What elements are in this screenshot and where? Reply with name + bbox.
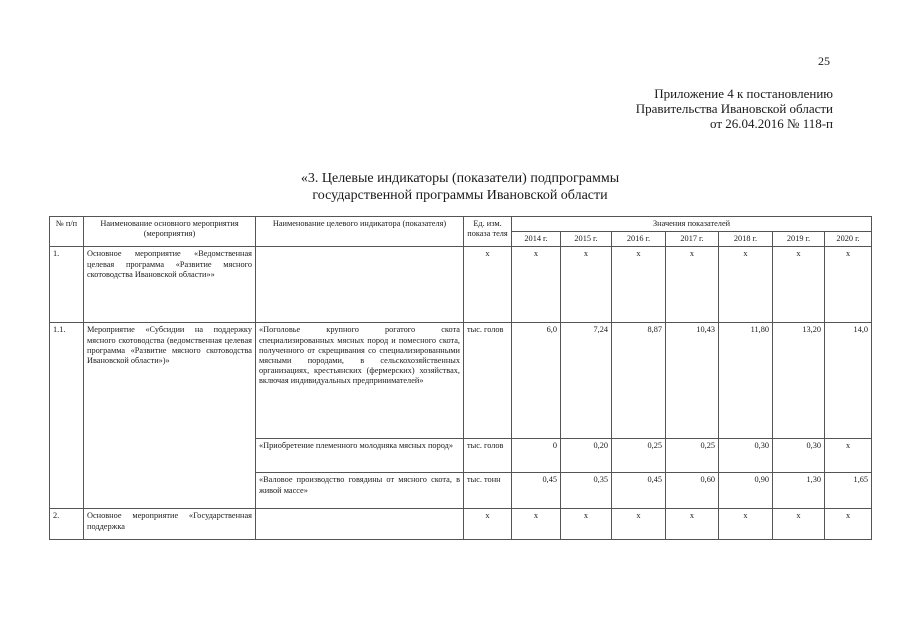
row-value: x: [666, 509, 719, 540]
title-line: «3. Целевые индикаторы (показатели) подпрограммы: [300, 171, 620, 186]
row-value: 0,25: [666, 439, 719, 473]
row-value: 0,35: [561, 473, 612, 509]
row-value: 11,80: [719, 323, 773, 439]
row-value: x: [773, 247, 825, 323]
row-value: 7,24: [561, 323, 612, 439]
row-value: 0,25: [612, 439, 666, 473]
row-unit: x: [464, 247, 512, 323]
row-value: 13,20: [773, 323, 825, 439]
row-num: 1.: [50, 247, 84, 323]
header-unit: Ед. изм. показа теля: [464, 217, 512, 247]
document-title: [150, 170, 770, 204]
row-unit: x: [464, 509, 512, 540]
row-value: 1,30: [773, 473, 825, 509]
row-event: Основное мероприятие «Ведомственная целевая программа «Развитие мясного скотоводства Ивановской области»»: [84, 247, 256, 323]
row-value: x: [561, 509, 612, 540]
row-unit: тыс. тонн: [464, 473, 512, 509]
row-value: 0,30: [719, 439, 773, 473]
row-value: 0,20: [561, 439, 612, 473]
row-value: 8,87: [612, 323, 666, 439]
row-value: 1,65: [825, 473, 872, 509]
row-value: x: [666, 247, 719, 323]
table-header-row: [50, 217, 872, 232]
table-row: [50, 323, 872, 439]
header-year: 2017 г.: [666, 232, 719, 247]
table-row: [50, 509, 872, 540]
header-year: 2015 г.: [561, 232, 612, 247]
row-value: x: [512, 509, 561, 540]
header-year: 2020 г.: [825, 232, 872, 247]
appendix-line: Правительства Ивановской области: [635, 101, 833, 116]
row-indicator: «Валовое производство говядины от мясного скота, в живой массе»: [256, 473, 464, 509]
row-value: 0,45: [612, 473, 666, 509]
row-value: x: [612, 509, 666, 540]
row-value: x: [719, 247, 773, 323]
header-event: Наименование основного мероприятия (мероприятия): [84, 217, 256, 247]
row-num: 1.1.: [50, 323, 84, 509]
appendix-line: от 26.04.2016 № 118-п: [710, 116, 833, 131]
row-value: 10,43: [666, 323, 719, 439]
row-value: x: [612, 247, 666, 323]
row-unit: тыс. голов: [464, 323, 512, 439]
header-values: Значения показателей: [512, 217, 872, 232]
row-value: 0,60: [666, 473, 719, 509]
table-row: [50, 247, 872, 323]
row-value: x: [825, 439, 872, 473]
page-number: 25: [818, 54, 830, 68]
row-value: x: [719, 509, 773, 540]
row-value: x: [825, 247, 872, 323]
row-value: 0,90: [719, 473, 773, 509]
row-num: 2.: [50, 509, 84, 540]
appendix-line: Приложение 4 к постановлению: [654, 86, 833, 101]
row-indicator: [256, 247, 464, 323]
header-year: 2018 г.: [719, 232, 773, 247]
row-value: 0,45: [512, 473, 561, 509]
row-unit: тыс. голов: [464, 439, 512, 473]
row-event: Мероприятие «Субсидии на поддержку мясного скотоводства (ведомственная целевая программа «Развитие мясного скотоводства Ивановской области»)»: [84, 323, 256, 509]
header-year: 2016 г.: [612, 232, 666, 247]
indicators-table: [49, 216, 872, 540]
row-indicator: «Приобретение племенного молодняка мясных пород»: [256, 439, 464, 473]
row-value: 0: [512, 439, 561, 473]
appendix-note: [433, 86, 833, 131]
header-num: № п/п: [50, 217, 84, 247]
row-indicator: [256, 509, 464, 540]
row-value: 0,30: [773, 439, 825, 473]
row-indicator: «Поголовье крупного рогатого скота специализированных мясных пород и помесного скота, полученного от скрещивания со специализированными мясными породами, в сельскохозяйственных организациях, крестьянских (фермерских) хозяйствах, включая индивидуальных предпринимателей»: [256, 323, 464, 439]
row-value: 14,0: [825, 323, 872, 439]
title-line: государственной программы Ивановской области: [312, 188, 608, 203]
row-value: x: [825, 509, 872, 540]
header-year: 2019 г.: [773, 232, 825, 247]
row-value: 6,0: [512, 323, 561, 439]
header-indicator: Наименование целевого индикатора (показателя): [256, 217, 464, 247]
row-value: x: [512, 247, 561, 323]
row-event: Основное мероприятие «Государственная поддержка: [84, 509, 256, 540]
row-value: x: [561, 247, 612, 323]
row-value: x: [773, 509, 825, 540]
header-year: 2014 г.: [512, 232, 561, 247]
